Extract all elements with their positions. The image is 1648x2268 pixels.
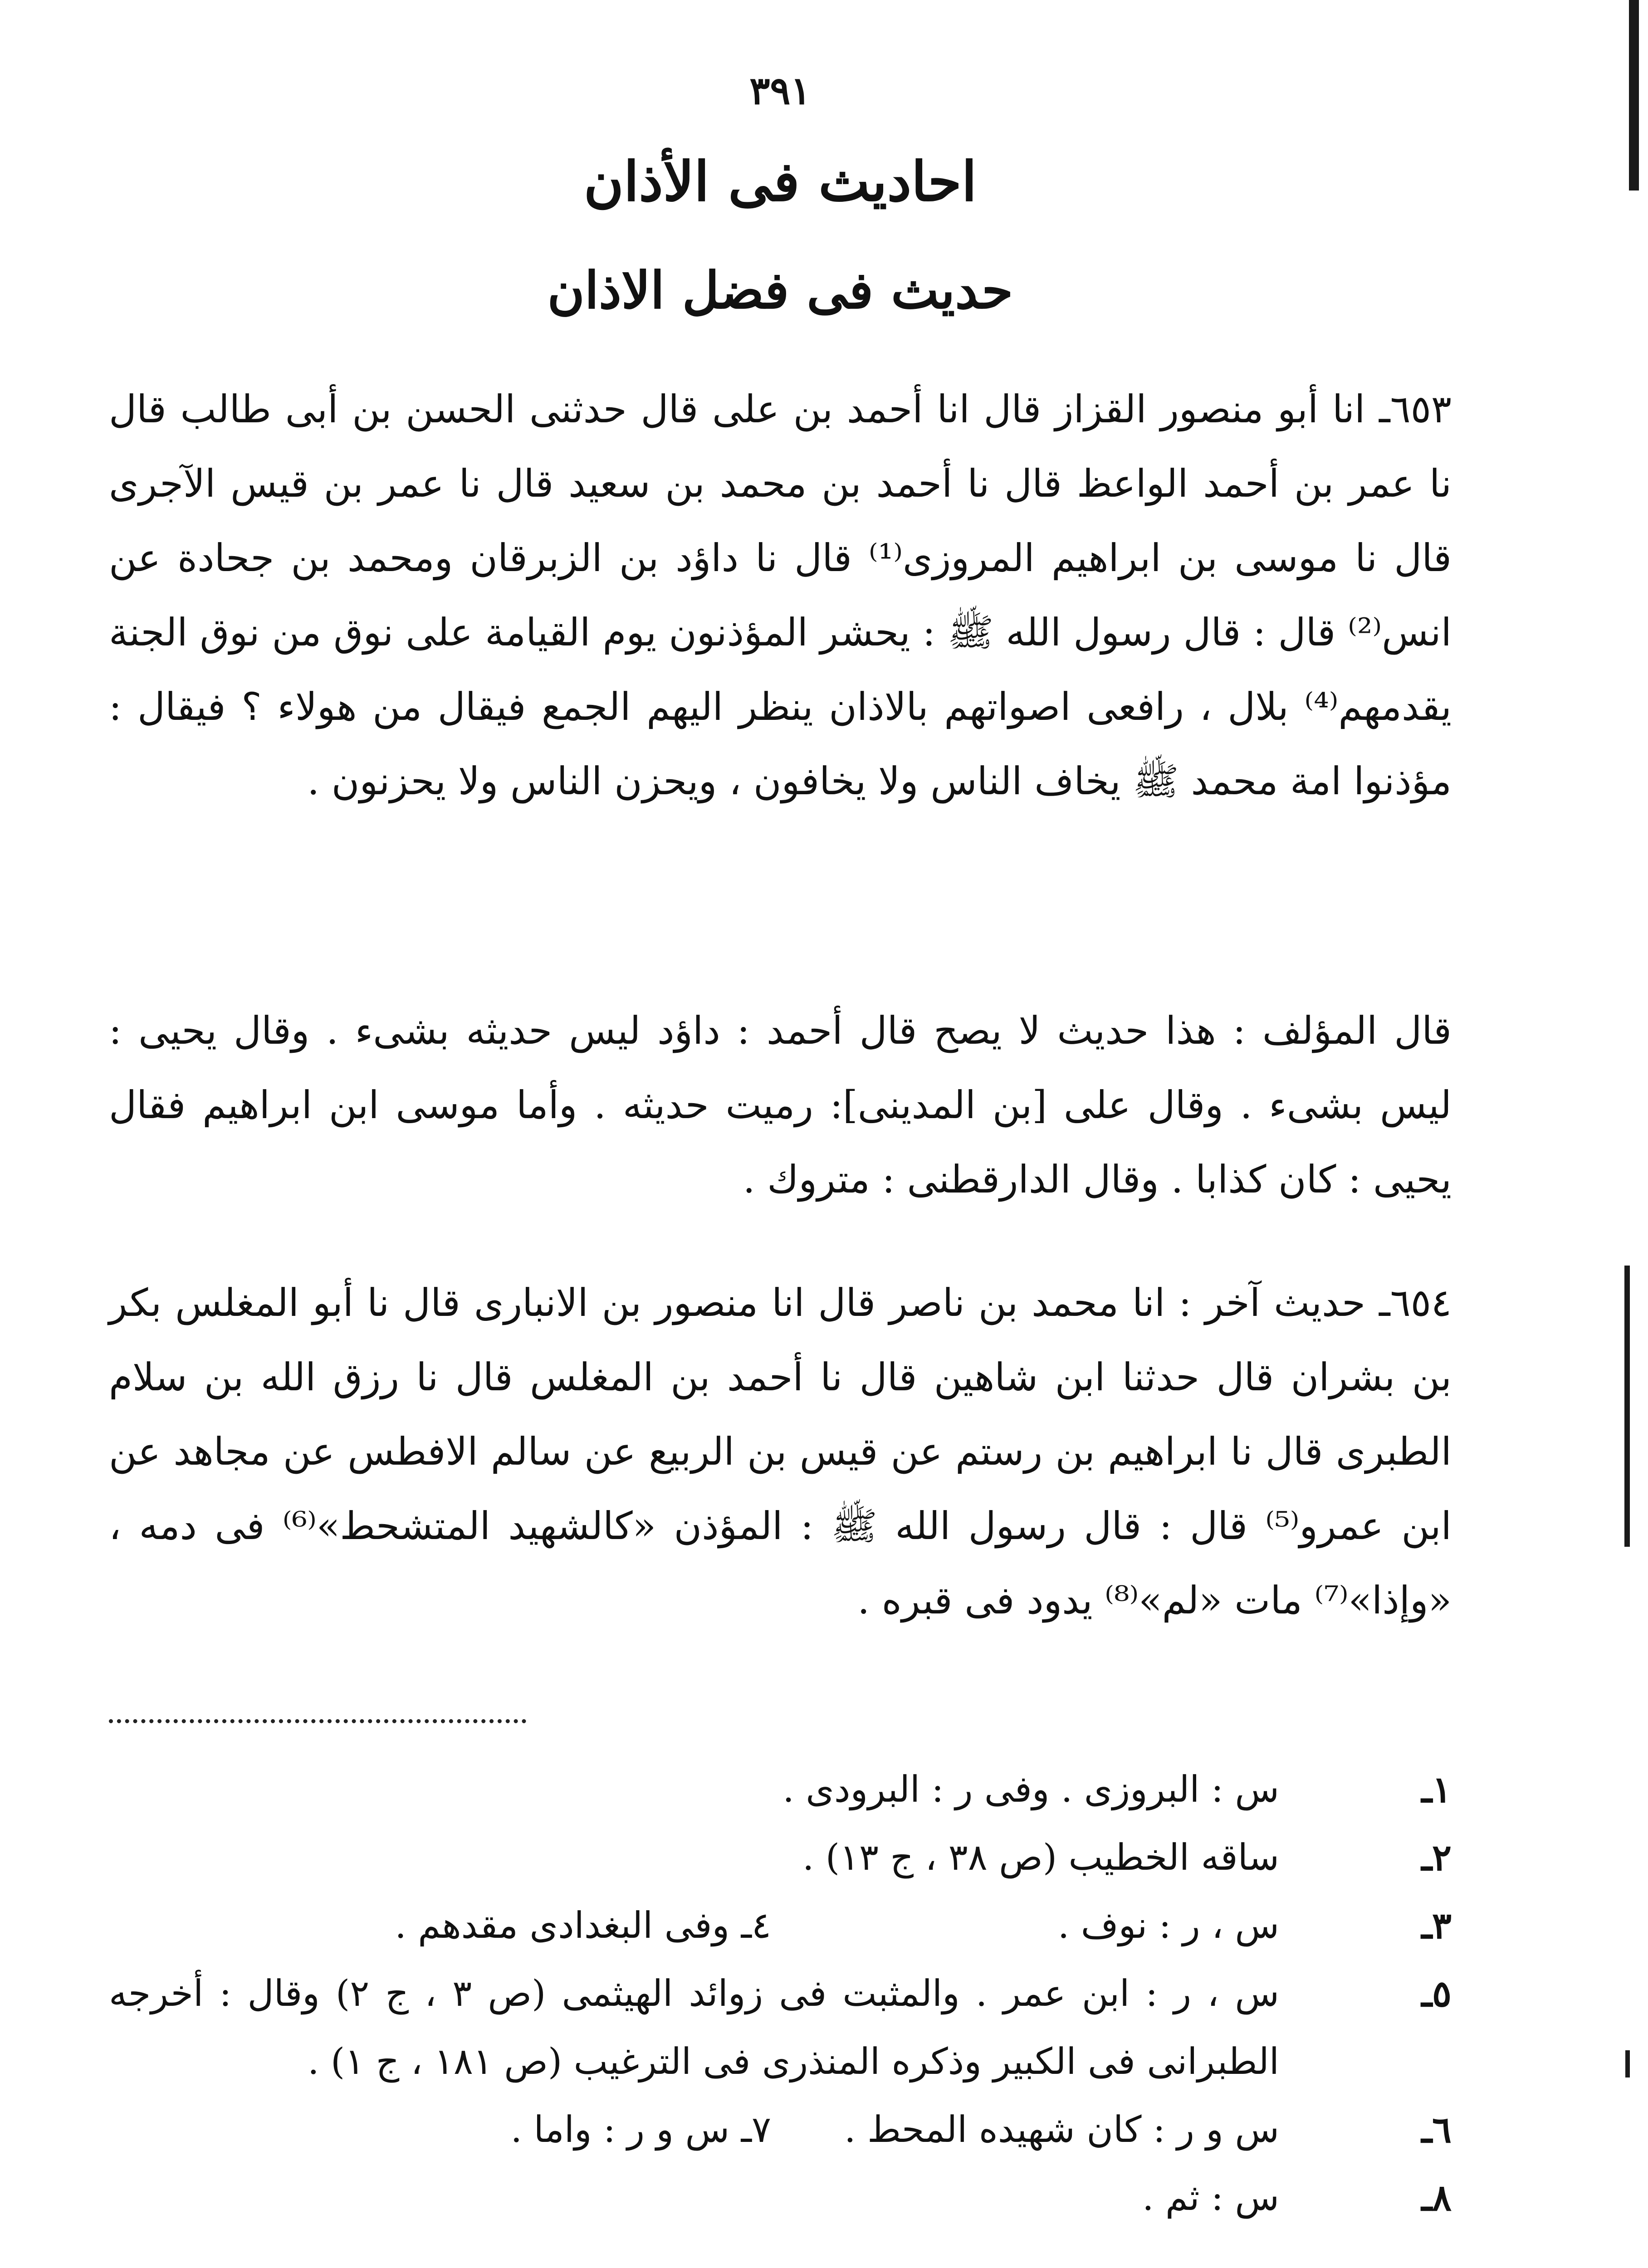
footnote-number: ٢ـ: [1421, 1836, 1452, 1879]
footnote-8: [109, 2164, 1452, 2232]
footnote-separator: [109, 1719, 526, 1723]
hadith-paragraph-653: ٦٥٣ـ انا أبو منصور القزاز قال انا أحمد بن على قال حدثنى الحسن بن أبى طالب قال نا عمر بن أحمد الواعظ قال نا أحمد بن محمد بن سعيد قال نا عمر بن قيس الآجرى قال نا موسى بن ابراهيم المروزى⁽¹⁾ قال نا داؤد بن الزبرقان ومحمد بن جحادة عن انس⁽²⁾ قال : قال رسول الله ﷺ : يحشر المؤذنون يوم القيامة على نوق من نوق الجنة يقدمهم⁽⁴⁾ بلال ، رافعى اصواتهم بالاذان ينظر اليهم الجمع فيقال من هولاء ؟ فيقال : مؤذنوا امة محمد ﷺ يخاف الناس ولا يخافون ، ويحزن الناس ولا يحزنون .: [109, 387, 1452, 803]
page-number: ٣٩١: [749, 68, 811, 113]
footnote-2: [109, 1823, 1452, 1892]
footnote-text-secondary: [511, 2096, 771, 2164]
footnote-number: ٨ـ: [1421, 2176, 1452, 2219]
footnote-text: س ، ر : ابن عمر . والمثبت فى زوائد الهيثمى (ص ٣ ، ج ٢) وقال : أخرجه الطبرانى فى الكبير وذكره المنذرى فى الترغيب (ص ١٨١ ، ج ١) .: [109, 1972, 1279, 2082]
footnote-text-secondary: [395, 1892, 771, 1960]
footnote-number: ٤ـ: [741, 1904, 771, 1946]
hadith-paragraph-654: ٦٥٤ـ حديث آخر : انا محمد بن ناصر قال انا منصور بن الانبارى قال نا أبو المغلس بكر بن بشران قال حدثنا ابن شاهين قال نا أحمد بن المغلس قال نا رزق الله بن سلام الطبرى قال نا ابراهيم بن رستم عن قيس بن الربيع عن سالم الافطس عن مجاهد عن ابن عمرو⁽⁵⁾ قال : قال رسول الله ﷺ : المؤذن «كالشهيد المتشحط»⁽⁶⁾ فى دمه ، «وإذا»⁽⁷⁾ مات «لم»⁽⁸⁾ يدود فى قبره .: [109, 1281, 1452, 1623]
footnote-text: وفى البغدادى مقدهم .: [395, 1904, 730, 1946]
footnote-number: ٣ـ: [1421, 1904, 1452, 1947]
footnote-1: [109, 1755, 1452, 1823]
footnote-text: س : ثم .: [1142, 2176, 1279, 2219]
page-title: احاديث فى الأذان: [583, 150, 977, 214]
footnote-number: ٥ـ: [1421, 1972, 1452, 2015]
footnote-6-7: [109, 2096, 1452, 2164]
footnote-3-4: [109, 1892, 1452, 1960]
footnote-5: [109, 1960, 1452, 2096]
footnote-text: ساقه الخطيب (ص ٣٨ ، ج ١٣) .: [802, 1836, 1279, 1878]
footnote-text: س : البروزى . وفى ر : البرودى .: [782, 1768, 1279, 1810]
footnote-number: ١ـ: [1421, 1768, 1452, 1811]
scan-edge-mark: [1625, 2050, 1630, 2077]
scan-edge-mark: [1629, 0, 1639, 191]
footnote-text: س ، ر : نوف .: [1057, 1904, 1279, 1946]
author-commentary-paragraph: قال المؤلف : هذا حديث لا يصح قال أحمد : داؤد ليس حديثه بشىء . وقال يحيى : ليس بشىء . وقال على [بن المدينى]: رميت حديثه . وأما موسى ابن ابراهيم فقال يحيى : كان كذابا . وقال الدارقطنى : متروك .: [109, 1008, 1452, 1202]
footnote-number: ٧ـ: [741, 2108, 771, 2151]
footnotes: [109, 1755, 1452, 2232]
footnote-text: س و ر : كان شهيده المحط .: [844, 2108, 1279, 2151]
section-subtitle: حديث فى فضل الاذان: [547, 261, 1013, 320]
scan-edge-mark: [1624, 1266, 1630, 1547]
footnote-text: س و ر : واما .: [510, 2108, 730, 2151]
footnote-number: ٦ـ: [1421, 2108, 1452, 2151]
